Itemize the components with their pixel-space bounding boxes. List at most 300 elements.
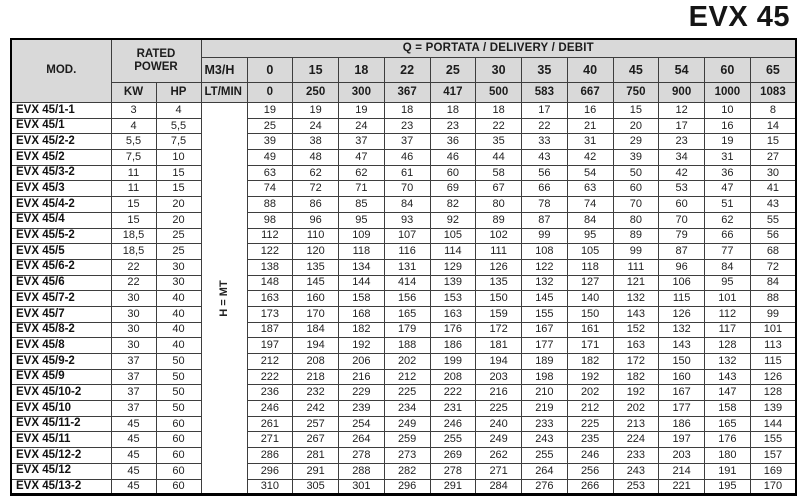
head-value-cell: 214	[659, 463, 705, 479]
head-value-cell: 310	[247, 479, 293, 495]
model-cell: EVX 45/8	[11, 338, 111, 354]
ltmin-value: 300	[339, 83, 385, 103]
kw-cell: 30	[111, 291, 156, 307]
table-row	[11, 369, 796, 385]
head-value-cell: 132	[522, 275, 568, 291]
head-value-cell: 188	[384, 338, 430, 354]
head-value-cell: 219	[522, 401, 568, 417]
model-cell: EVX 45/12-2	[11, 448, 111, 464]
head-value-cell: 43	[522, 150, 568, 166]
kw-cell: 37	[111, 401, 156, 417]
head-value-cell: 120	[293, 244, 339, 260]
head-value-cell: 155	[750, 432, 796, 448]
m3h-label: M3/H	[201, 58, 247, 83]
head-value-cell: 212	[247, 354, 293, 370]
head-value-cell: 225	[384, 385, 430, 401]
head-value-cell: 35	[476, 134, 522, 150]
head-value-cell: 282	[384, 463, 430, 479]
head-value-cell: 20	[613, 118, 659, 134]
head-value-cell: 62	[339, 165, 385, 181]
head-value-cell: 414	[384, 275, 430, 291]
hp-cell: 20	[156, 212, 201, 228]
head-value-cell: 236	[247, 385, 293, 401]
m3h-value: 22	[384, 58, 430, 83]
model-cell: EVX 45/7-2	[11, 291, 111, 307]
head-value-cell: 44	[476, 150, 522, 166]
kw-cell: 15	[111, 197, 156, 213]
head-value-cell: 14	[750, 118, 796, 134]
head-value-cell: 39	[613, 150, 659, 166]
table-row	[11, 338, 796, 354]
head-value-cell: 192	[567, 369, 613, 385]
head-value-cell: 122	[247, 244, 293, 260]
head-value-cell: 72	[750, 259, 796, 275]
m3h-value: 45	[613, 58, 659, 83]
model-cell: EVX 45/11-2	[11, 416, 111, 432]
head-value-cell: 291	[293, 463, 339, 479]
head-value-cell: 233	[613, 448, 659, 464]
head-value-cell: 19	[293, 103, 339, 119]
table-row	[11, 118, 796, 134]
hp-cell: 15	[156, 165, 201, 181]
hp-cell: 60	[156, 479, 201, 495]
head-value-cell: 254	[339, 416, 385, 432]
head-value-cell: 109	[339, 228, 385, 244]
head-value-cell: 110	[293, 228, 339, 244]
head-value-cell: 80	[613, 212, 659, 228]
head-value-cell: 134	[339, 259, 385, 275]
head-value-cell: 63	[567, 181, 613, 197]
head-value-cell: 114	[430, 244, 476, 260]
kw-cell: 22	[111, 275, 156, 291]
hp-cell: 15	[156, 181, 201, 197]
head-value-cell: 284	[476, 479, 522, 495]
head-value-cell: 243	[522, 432, 568, 448]
kw-cell: 5,5	[111, 134, 156, 150]
head-value-cell: 213	[613, 416, 659, 432]
ltmin-value: 367	[384, 83, 430, 103]
model-cell: EVX 45/6	[11, 275, 111, 291]
table-row	[11, 322, 796, 338]
model-cell: EVX 45/10	[11, 401, 111, 417]
head-value-cell: 10	[705, 103, 751, 119]
head-value-cell: 135	[476, 275, 522, 291]
model-cell: EVX 45/12	[11, 463, 111, 479]
head-value-cell: 41	[750, 181, 796, 197]
head-value-cell: 246	[430, 416, 476, 432]
head-value-cell: 179	[384, 322, 430, 338]
head-value-cell: 17	[659, 118, 705, 134]
head-value-cell: 182	[613, 369, 659, 385]
head-value-cell: 48	[293, 150, 339, 166]
head-value-cell: 71	[339, 181, 385, 197]
head-value-cell: 150	[476, 291, 522, 307]
head-value-cell: 255	[522, 448, 568, 464]
hp-cell: 50	[156, 401, 201, 417]
head-value-cell: 161	[567, 322, 613, 338]
m3h-value: 18	[339, 58, 385, 83]
head-value-cell: 60	[659, 197, 705, 213]
head-value-cell: 155	[522, 306, 568, 322]
head-value-cell: 168	[339, 306, 385, 322]
head-value-cell: 139	[750, 401, 796, 417]
head-value-cell: 163	[247, 291, 293, 307]
head-value-cell: 17	[522, 103, 568, 119]
head-value-cell: 24	[339, 118, 385, 134]
head-value-cell: 208	[293, 354, 339, 370]
kw-header: KW	[111, 83, 156, 103]
table-row	[11, 354, 796, 370]
head-value-cell: 60	[613, 181, 659, 197]
head-value-cell: 198	[522, 369, 568, 385]
head-value-cell: 203	[659, 448, 705, 464]
head-value-cell: 210	[522, 385, 568, 401]
table-row	[11, 448, 796, 464]
ltmin-label: LT/MIN	[201, 83, 247, 103]
head-value-cell: 234	[384, 401, 430, 417]
head-value-cell: 101	[750, 322, 796, 338]
head-value-cell: 184	[293, 322, 339, 338]
kw-cell: 11	[111, 181, 156, 197]
head-value-cell: 216	[339, 369, 385, 385]
table-row	[11, 244, 796, 260]
head-value-cell: 305	[293, 479, 339, 495]
head-value-cell: 186	[659, 416, 705, 432]
head-value-cell: 96	[659, 259, 705, 275]
head-value-cell: 160	[293, 291, 339, 307]
head-value-cell: 296	[247, 463, 293, 479]
head-value-cell: 148	[247, 275, 293, 291]
hp-header: HP	[156, 83, 201, 103]
head-value-cell: 165	[705, 416, 751, 432]
head-value-cell: 167	[522, 322, 568, 338]
head-value-cell: 66	[705, 228, 751, 244]
kw-cell: 37	[111, 385, 156, 401]
head-value-cell: 62	[705, 212, 751, 228]
head-value-cell: 62	[293, 165, 339, 181]
head-value-cell: 111	[613, 259, 659, 275]
head-value-cell: 129	[430, 259, 476, 275]
head-value-cell: 77	[705, 244, 751, 260]
head-value-cell: 70	[659, 212, 705, 228]
head-value-cell: 128	[750, 385, 796, 401]
head-value-cell: 195	[705, 479, 751, 495]
head-value-cell: 88	[750, 291, 796, 307]
head-value-cell: 253	[613, 479, 659, 495]
head-value-cell: 246	[567, 448, 613, 464]
head-value-cell: 138	[247, 259, 293, 275]
hp-cell: 60	[156, 463, 201, 479]
head-value-cell: 121	[613, 275, 659, 291]
head-value-cell: 255	[430, 432, 476, 448]
head-value-cell: 54	[567, 165, 613, 181]
hp-cell: 25	[156, 244, 201, 260]
head-value-cell: 288	[339, 463, 385, 479]
head-value-cell: 163	[613, 338, 659, 354]
head-value-cell: 80	[476, 197, 522, 213]
head-value-cell: 176	[430, 322, 476, 338]
head-value-cell: 43	[750, 197, 796, 213]
head-value-cell: 257	[293, 416, 339, 432]
m3h-value: 35	[522, 58, 568, 83]
head-value-cell: 259	[384, 432, 430, 448]
head-value-cell: 30	[750, 165, 796, 181]
m3h-value: 30	[476, 58, 522, 83]
model-cell: EVX 45/4	[11, 212, 111, 228]
head-value-cell: 194	[293, 338, 339, 354]
kw-cell: 11	[111, 165, 156, 181]
table-row	[11, 306, 796, 322]
kw-cell: 22	[111, 259, 156, 275]
table-row	[11, 197, 796, 213]
table-row	[11, 181, 796, 197]
head-value-cell: 118	[567, 259, 613, 275]
head-value-cell: 212	[384, 369, 430, 385]
head-value-cell: 31	[705, 150, 751, 166]
head-value-cell: 95	[567, 228, 613, 244]
head-value-cell: 92	[430, 212, 476, 228]
head-value-cell: 46	[384, 150, 430, 166]
table-row	[11, 228, 796, 244]
head-value-cell: 157	[750, 448, 796, 464]
head-value-cell: 111	[476, 244, 522, 260]
head-value-cell: 202	[567, 385, 613, 401]
head-value-cell: 197	[247, 338, 293, 354]
table-row	[11, 416, 796, 432]
mod-column-header: MOD.	[11, 39, 111, 103]
head-value-cell: 68	[750, 244, 796, 260]
head-value-cell: 84	[567, 212, 613, 228]
head-value-cell: 291	[430, 479, 476, 495]
head-value-cell: 172	[613, 354, 659, 370]
head-value-cell: 165	[384, 306, 430, 322]
head-value-cell: 177	[659, 401, 705, 417]
table-row	[11, 134, 796, 150]
model-cell: EVX 45/6-2	[11, 259, 111, 275]
head-value-cell: 82	[430, 197, 476, 213]
pump-spec-table	[10, 38, 797, 496]
model-cell: EVX 45/7	[11, 306, 111, 322]
head-value-cell: 132	[659, 322, 705, 338]
head-value-cell: 84	[384, 197, 430, 213]
head-value-cell: 197	[659, 432, 705, 448]
kw-cell: 4	[111, 118, 156, 134]
model-cell: EVX 45/10-2	[11, 385, 111, 401]
head-value-cell: 152	[613, 322, 659, 338]
head-value-cell: 296	[384, 479, 430, 495]
head-value-cell: 105	[430, 228, 476, 244]
head-value-cell: 264	[522, 463, 568, 479]
head-value-cell: 181	[476, 338, 522, 354]
head-value-cell: 189	[522, 354, 568, 370]
head-value-cell: 156	[384, 291, 430, 307]
head-value-cell: 167	[659, 385, 705, 401]
head-value-cell: 85	[339, 197, 385, 213]
head-value-cell: 192	[613, 385, 659, 401]
hp-cell: 30	[156, 259, 201, 275]
table-row	[11, 275, 796, 291]
head-value-cell: 249	[384, 416, 430, 432]
table-row	[11, 212, 796, 228]
head-value-cell: 18	[476, 103, 522, 119]
head-value-cell: 37	[339, 134, 385, 150]
hp-cell: 20	[156, 197, 201, 213]
head-value-cell: 87	[522, 212, 568, 228]
header-row-ltmin	[11, 83, 796, 103]
head-value-cell: 140	[567, 291, 613, 307]
ltmin-value: 667	[567, 83, 613, 103]
head-value-cell: 95	[339, 212, 385, 228]
head-value-cell: 132	[705, 354, 751, 370]
table-row	[11, 150, 796, 166]
head-value-cell: 262	[476, 448, 522, 464]
head-value-cell: 261	[247, 416, 293, 432]
head-value-cell: 225	[567, 416, 613, 432]
head-value-cell: 249	[476, 432, 522, 448]
kw-cell: 45	[111, 432, 156, 448]
head-value-cell: 95	[705, 275, 751, 291]
head-value-cell: 27	[750, 150, 796, 166]
head-value-cell: 106	[659, 275, 705, 291]
kw-cell: 3	[111, 103, 156, 119]
head-value-cell: 56	[522, 165, 568, 181]
head-value-cell: 235	[567, 432, 613, 448]
ltmin-value: 0	[247, 83, 293, 103]
head-value-cell: 23	[384, 118, 430, 134]
head-value-cell: 23	[659, 134, 705, 150]
head-value-cell: 264	[339, 432, 385, 448]
head-value-cell: 159	[476, 306, 522, 322]
head-value-cell: 72	[293, 181, 339, 197]
model-cell: EVX 45/1-1	[11, 103, 111, 119]
head-value-cell: 126	[476, 259, 522, 275]
head-value-cell: 22	[522, 118, 568, 134]
head-value-cell: 23	[430, 118, 476, 134]
head-value-cell: 172	[476, 322, 522, 338]
head-value-cell: 8	[750, 103, 796, 119]
model-cell: EVX 45/1	[11, 118, 111, 134]
head-value-cell: 276	[522, 479, 568, 495]
head-value-cell: 56	[750, 228, 796, 244]
head-value-cell: 99	[613, 244, 659, 260]
head-value-cell: 99	[750, 306, 796, 322]
head-value-cell: 47	[339, 150, 385, 166]
head-value-cell: 50	[613, 165, 659, 181]
head-value-cell: 127	[567, 275, 613, 291]
head-value-cell: 163	[430, 306, 476, 322]
model-cell: EVX 45/5-2	[11, 228, 111, 244]
hp-cell: 7,5	[156, 134, 201, 150]
head-value-cell: 191	[705, 463, 751, 479]
head-value-cell: 24	[293, 118, 339, 134]
m3h-value: 54	[659, 58, 705, 83]
head-value-cell: 19	[247, 103, 293, 119]
head-value-cell: 36	[430, 134, 476, 150]
model-cell: EVX 45/9	[11, 369, 111, 385]
head-value-cell: 46	[430, 150, 476, 166]
delivery-band-header: Q = PORTATA / DELIVERY / DEBIT	[201, 39, 796, 58]
head-value-cell: 47	[705, 181, 751, 197]
kw-cell: 45	[111, 448, 156, 464]
hp-cell: 50	[156, 354, 201, 370]
model-cell: EVX 45/8-2	[11, 322, 111, 338]
head-value-cell: 192	[339, 338, 385, 354]
head-value-cell: 117	[705, 322, 751, 338]
kw-cell: 45	[111, 463, 156, 479]
head-value-cell: 243	[613, 463, 659, 479]
head-value-cell: 49	[247, 150, 293, 166]
head-value-cell: 222	[430, 385, 476, 401]
head-value-cell: 153	[430, 291, 476, 307]
hp-cell: 5,5	[156, 118, 201, 134]
head-value-cell: 113	[750, 338, 796, 354]
head-value-cell: 33	[522, 134, 568, 150]
head-value-cell: 224	[613, 432, 659, 448]
head-value-cell: 61	[384, 165, 430, 181]
head-value-cell: 89	[476, 212, 522, 228]
kw-cell: 18,5	[111, 244, 156, 260]
head-value-cell: 160	[659, 369, 705, 385]
head-value-cell: 144	[339, 275, 385, 291]
head-value-cell: 39	[247, 134, 293, 150]
page-title: EVX 45	[688, 1, 790, 33]
model-cell: EVX 45/3	[11, 181, 111, 197]
head-value-cell: 93	[384, 212, 430, 228]
head-value-cell: 55	[750, 212, 796, 228]
head-value-cell: 86	[293, 197, 339, 213]
kw-cell: 37	[111, 354, 156, 370]
head-value-cell: 19	[705, 134, 751, 150]
table-row	[11, 432, 796, 448]
m3h-value: 65	[750, 58, 796, 83]
head-value-cell: 42	[567, 150, 613, 166]
head-value-cell: 229	[339, 385, 385, 401]
hp-cell: 60	[156, 416, 201, 432]
h-unit-label: H = MT	[217, 279, 230, 317]
model-cell: EVX 45/13-2	[11, 479, 111, 495]
m3h-value: 15	[293, 58, 339, 83]
head-value-cell: 98	[247, 212, 293, 228]
head-value-cell: 281	[293, 448, 339, 464]
hp-cell: 10	[156, 150, 201, 166]
head-value-cell: 116	[384, 244, 430, 260]
head-value-cell: 218	[293, 369, 339, 385]
model-cell: EVX 45/5	[11, 244, 111, 260]
head-value-cell: 16	[705, 118, 751, 134]
head-value-cell: 199	[430, 354, 476, 370]
head-value-cell: 87	[659, 244, 705, 260]
ltmin-value: 750	[613, 83, 659, 103]
head-value-cell: 145	[522, 291, 568, 307]
head-value-cell: 108	[522, 244, 568, 260]
head-value-cell: 240	[476, 416, 522, 432]
head-value-cell: 29	[613, 134, 659, 150]
hp-cell: 60	[156, 432, 201, 448]
head-value-cell: 12	[659, 103, 705, 119]
head-value-cell: 143	[613, 306, 659, 322]
head-value-cell: 84	[705, 259, 751, 275]
head-value-cell: 96	[293, 212, 339, 228]
head-value-cell: 239	[339, 401, 385, 417]
head-value-cell: 256	[567, 463, 613, 479]
head-value-cell: 88	[247, 197, 293, 213]
head-value-cell: 89	[613, 228, 659, 244]
m3h-value: 60	[705, 58, 751, 83]
head-value-cell: 105	[567, 244, 613, 260]
head-value-cell: 70	[384, 181, 430, 197]
head-value-cell: 38	[293, 134, 339, 150]
kw-cell: 30	[111, 338, 156, 354]
